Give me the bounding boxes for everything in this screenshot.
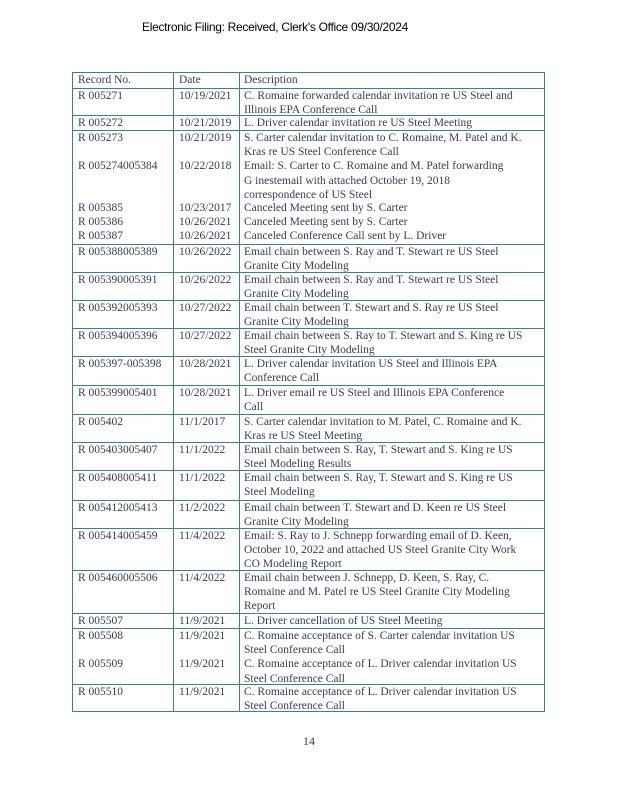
date-cell-line: 10/23/2017 bbox=[179, 202, 232, 214]
description-cell-line: Steel Granite City Modeling bbox=[244, 344, 375, 357]
description-cell-line: L. Driver calendar invitation re US Steel Meeting bbox=[244, 117, 473, 129]
date-cell bbox=[179, 629, 241, 672]
date-cell-line: 11/9/2021 bbox=[179, 686, 226, 698]
record-number-cell bbox=[78, 89, 174, 103]
date-cell-line: 11/4/2022 bbox=[179, 530, 226, 542]
record-number-cell bbox=[78, 273, 174, 287]
date-cell bbox=[179, 501, 241, 515]
table-row bbox=[73, 613, 544, 629]
date-cell-line: 10/26/2021 bbox=[179, 230, 232, 243]
description-cell-line: Email chain between S. Ray and T. Stewart re US Steel bbox=[244, 246, 499, 258]
date-cell-line: 10/26/2022 bbox=[179, 246, 232, 258]
description-cell-line: Canceled Meeting sent by S. Carter bbox=[244, 202, 408, 214]
record-number-cell-line: R 005386 bbox=[78, 216, 124, 229]
record-number-cell bbox=[78, 386, 174, 400]
description-cell bbox=[244, 471, 544, 499]
description-cell-line: Canceled Meeting sent by S. Carter bbox=[244, 216, 408, 229]
record-number-cell-line: R 005274005384 bbox=[78, 160, 158, 173]
date-cell bbox=[179, 116, 241, 130]
date-cell-line: 11/1/2017 bbox=[179, 416, 226, 428]
column-header-record: Record No. bbox=[78, 74, 132, 86]
date-cell-line: 10/27/2022 bbox=[179, 302, 232, 314]
date-cell-line: 10/21/2019 bbox=[179, 117, 232, 129]
date-cell-line: 10/28/2021 bbox=[179, 358, 232, 370]
date-cell bbox=[179, 386, 241, 400]
record-number-cell-line: R 005408005411 bbox=[78, 472, 158, 484]
record-number-cell-line: R 005509 bbox=[78, 658, 124, 671]
description-cell-line: Email chain between J. Schnepp, D. Keen, S. Ray, C. bbox=[244, 572, 490, 584]
table-row bbox=[73, 300, 544, 329]
description-cell-line: L. Driver cancellation of US Steel Meeting bbox=[244, 615, 443, 627]
date-cell-line: 10/26/2022 bbox=[179, 274, 232, 286]
record-number-cell-line: R 005392005393 bbox=[78, 302, 158, 314]
date-cell bbox=[179, 131, 241, 174]
description-cell bbox=[244, 116, 544, 130]
date-cell bbox=[179, 301, 241, 315]
description-cell bbox=[244, 201, 544, 244]
record-number-cell bbox=[78, 614, 174, 628]
record-number-cell bbox=[78, 571, 174, 585]
record-number-cell-line: R 005390005391 bbox=[78, 274, 158, 286]
description-cell-line: Kras re US Steel Conference Call bbox=[244, 146, 399, 159]
description-cell-line: Email chain between T. Stewart and D. Keen re US Steel bbox=[244, 502, 507, 514]
record-number-cell-line: R 005510 bbox=[78, 686, 124, 698]
date-cell-line: 11/9/2021 bbox=[179, 630, 226, 642]
record-number-cell-line bbox=[78, 145, 174, 159]
record-number-cell bbox=[78, 329, 174, 343]
date-cell-line bbox=[179, 145, 241, 159]
table-row bbox=[73, 88, 544, 116]
description-cell-line: Email chain between S. Ray and T. Stewart re US Steel bbox=[244, 274, 499, 286]
record-number-cell-line: R 005403005407 bbox=[78, 444, 158, 456]
date-cell bbox=[179, 471, 241, 485]
date-cell bbox=[179, 614, 241, 628]
table-row bbox=[73, 244, 544, 273]
description-cell bbox=[244, 629, 544, 686]
date-cell bbox=[179, 415, 241, 429]
description-cell bbox=[244, 501, 544, 529]
description-cell-line: S. Carter calendar invitation to C. Romaine, M. Patel and K. bbox=[244, 132, 522, 144]
description-cell-line: Romaine and M. Patel re US Steel Granite City Modeling bbox=[244, 586, 510, 599]
record-number-cell-line: R 005402 bbox=[78, 416, 124, 428]
description-cell bbox=[244, 357, 544, 385]
record-number-cell bbox=[78, 685, 174, 699]
description-cell-line: Granite City Modeling bbox=[244, 260, 349, 273]
description-cell bbox=[244, 386, 544, 414]
description-cell-line: correspondence of US Steel bbox=[244, 188, 373, 201]
records-table bbox=[72, 72, 545, 712]
record-number-cell bbox=[78, 301, 174, 315]
record-number-cell-line: R 005399005401 bbox=[78, 387, 158, 399]
record-number-cell-line bbox=[78, 643, 174, 657]
record-number-cell-line: R 005388005389 bbox=[78, 246, 158, 258]
description-cell bbox=[244, 571, 544, 614]
description-cell bbox=[244, 443, 544, 471]
description-cell-line: Report bbox=[244, 600, 276, 613]
description-cell bbox=[244, 131, 544, 202]
date-cell bbox=[179, 571, 241, 585]
description-cell bbox=[244, 329, 544, 357]
date-cell bbox=[179, 529, 241, 543]
description-cell bbox=[244, 89, 544, 117]
description-cell-line: Granite City Modeling bbox=[244, 288, 349, 301]
date-cell-line: 11/1/2022 bbox=[179, 472, 226, 484]
record-number-cell bbox=[78, 629, 174, 672]
date-cell-line: 10/26/2021 bbox=[179, 216, 232, 229]
description-cell-line: C. Romaine acceptance of S. Carter calendar invitation US bbox=[244, 630, 515, 642]
date-cell bbox=[179, 89, 241, 103]
date-cell bbox=[179, 685, 241, 699]
record-number-cell-line: R 005272 bbox=[78, 117, 124, 129]
record-number-cell-line: R 005414005459 bbox=[78, 530, 158, 542]
record-number-cell-line: R 005412005413 bbox=[78, 502, 158, 514]
date-cell-line: 10/27/2022 bbox=[179, 330, 232, 342]
record-number-cell-line: R 005397-005398 bbox=[78, 358, 162, 370]
description-cell-line: L. Driver calendar invitation US Steel and Illinois EPA bbox=[244, 358, 498, 370]
table-row bbox=[73, 442, 544, 471]
description-cell-line: Canceled Conference Call sent by L. Driver bbox=[244, 230, 447, 243]
record-number-cell bbox=[78, 245, 174, 259]
description-cell-line: S. Carter calendar invitation to M. Patel, C. Romaine and K. bbox=[244, 416, 522, 428]
date-cell-line: 10/21/2019 bbox=[179, 132, 232, 144]
record-number-cell bbox=[78, 116, 174, 130]
description-cell-line: CO Modeling Report bbox=[244, 558, 342, 571]
date-cell-line: 10/28/2021 bbox=[179, 387, 232, 399]
date-cell-line: 11/2/2022 bbox=[179, 502, 226, 514]
table-row bbox=[73, 470, 544, 501]
table-header-row bbox=[73, 73, 544, 88]
date-cell bbox=[179, 273, 241, 287]
table-row bbox=[73, 628, 544, 685]
description-cell-line: Email chain between S. Ray to T. Stewart and S. King re US bbox=[244, 330, 523, 342]
table-row bbox=[73, 684, 544, 712]
description-cell-line: Illinois EPA Conference Call bbox=[244, 104, 378, 117]
description-cell-line: Steel Conference Call bbox=[244, 672, 345, 685]
table-row bbox=[73, 130, 544, 202]
description-cell-line: C. Romaine acceptance of L. Driver calendar invitation US bbox=[244, 686, 517, 698]
date-cell-line: 11/1/2022 bbox=[179, 444, 226, 456]
description-cell-line: Kras re US Steel Meeting bbox=[244, 430, 363, 443]
date-cell-line: 10/22/2018 bbox=[179, 160, 232, 173]
description-cell-line: G inestemail with attached October 19, 2018 bbox=[244, 174, 450, 187]
description-cell-line: Email chain between T. Stewart and S. Ray re US Steel bbox=[244, 302, 499, 314]
description-cell bbox=[244, 301, 544, 329]
date-cell bbox=[179, 329, 241, 343]
date-cell-line: 11/4/2022 bbox=[179, 572, 226, 584]
record-number-cell-line: R 005460005506 bbox=[78, 572, 158, 584]
description-cell-line: Steel Modeling bbox=[244, 486, 315, 499]
date-cell bbox=[179, 201, 241, 244]
description-cell-line: Email chain between S. Ray, T. Stewart and S. King re US bbox=[244, 472, 513, 484]
record-number-cell-line: R 005507 bbox=[78, 615, 124, 627]
record-number-cell bbox=[78, 471, 174, 485]
date-cell bbox=[179, 443, 241, 457]
table-row bbox=[73, 201, 544, 244]
date-cell-line: 11/9/2021 bbox=[179, 615, 226, 627]
description-cell-line: Steel Conference Call bbox=[244, 700, 345, 712]
record-number-cell-line: R 005508 bbox=[78, 630, 124, 642]
table-row bbox=[73, 328, 544, 357]
table-row bbox=[73, 500, 544, 529]
record-number-cell-line: R 005394005396 bbox=[78, 330, 158, 342]
description-cell bbox=[244, 415, 544, 443]
description-cell bbox=[244, 245, 544, 273]
record-number-cell bbox=[78, 415, 174, 429]
description-cell-line: Conference Call bbox=[244, 372, 320, 385]
description-cell-line: October 10, 2022 and attached US Steel Granite City Work bbox=[244, 544, 517, 557]
record-number-cell-line: R 005387 bbox=[78, 230, 124, 243]
description-cell bbox=[244, 614, 544, 628]
record-number-cell bbox=[78, 357, 174, 371]
description-cell-line: Email: S. Carter to C. Romaine and M. Patel forwarding bbox=[244, 160, 504, 173]
table-row bbox=[73, 570, 544, 614]
record-number-cell bbox=[78, 529, 174, 543]
table-row bbox=[73, 272, 544, 301]
record-number-cell bbox=[78, 443, 174, 457]
description-cell bbox=[244, 685, 544, 712]
date-cell bbox=[179, 245, 241, 259]
record-number-cell-line: R 005273 bbox=[78, 132, 124, 144]
description-cell-line: C. Romaine acceptance of L. Driver calendar invitation US bbox=[244, 658, 517, 671]
date-cell-line: 10/19/2021 bbox=[179, 90, 232, 102]
description-cell-line: Email: S. Ray to J. Schnepp forwarding email of D. Keen, bbox=[244, 530, 512, 542]
table-row bbox=[73, 385, 544, 415]
record-number-cell-line: R 005385 bbox=[78, 202, 124, 214]
description-cell bbox=[244, 529, 544, 572]
record-number-cell-line: R 005271 bbox=[78, 90, 124, 102]
table-row bbox=[73, 528, 544, 571]
page-number: 14 bbox=[303, 734, 315, 748]
date-cell-line: 11/9/2021 bbox=[179, 658, 226, 671]
description-cell-line: Call bbox=[244, 401, 264, 414]
record-number-cell bbox=[78, 201, 174, 244]
description-cell bbox=[244, 273, 544, 301]
record-number-cell bbox=[78, 501, 174, 515]
table-row bbox=[73, 356, 544, 386]
date-cell bbox=[179, 357, 241, 371]
column-header-date: Date bbox=[179, 74, 201, 86]
description-cell-line: Granite City Modeling bbox=[244, 516, 349, 529]
description-cell-line: C. Romaine forwarded calendar invitation re US Steel and bbox=[244, 90, 513, 102]
column-header-description: Description bbox=[244, 74, 298, 86]
description-cell-line: L. Driver email re US Steel and Illinois EPA Conference bbox=[244, 387, 505, 399]
filing-stamp: Electronic Filing: Received, Clerk's Office 09/30/2024 bbox=[142, 20, 409, 34]
record-number-cell bbox=[78, 131, 174, 174]
table-row bbox=[73, 115, 544, 131]
description-cell-line: Steel Modeling Results bbox=[244, 458, 352, 471]
table-row bbox=[73, 414, 544, 443]
description-cell-line: Email chain between S. Ray, T. Stewart and S. King re US bbox=[244, 444, 513, 456]
date-cell-line bbox=[179, 643, 241, 657]
description-cell-line: Steel Conference Call bbox=[244, 644, 345, 657]
description-cell-line: Granite City Modeling bbox=[244, 316, 349, 329]
